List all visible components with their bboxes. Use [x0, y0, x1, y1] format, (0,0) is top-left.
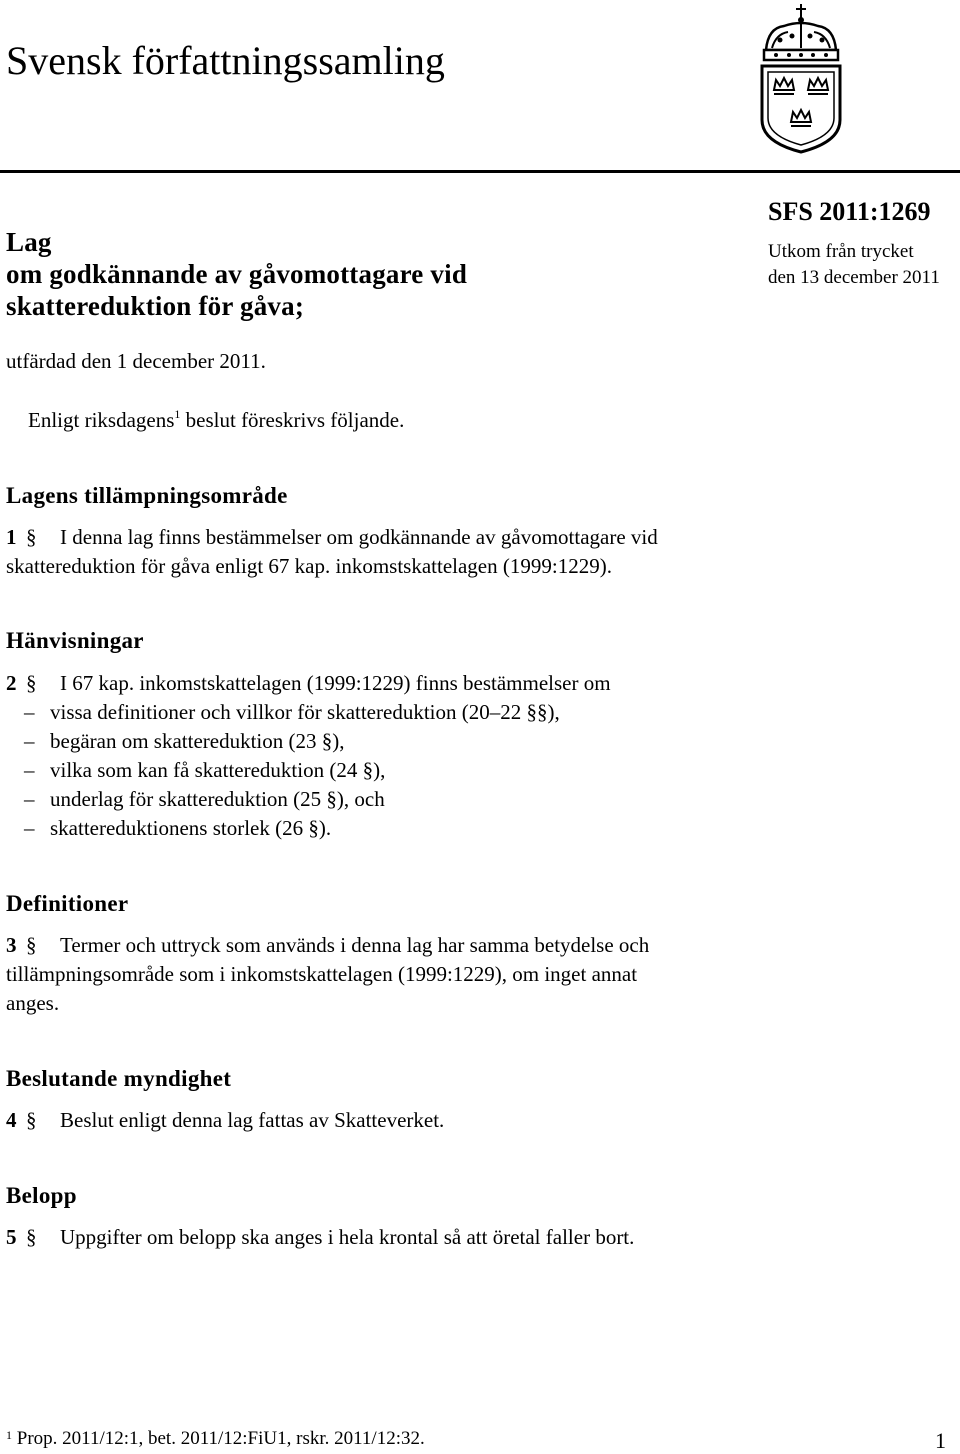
page-number: 1 [935, 1428, 946, 1453]
list-item [6, 756, 611, 785]
list-item-text: vilka som kan få skattereduktion (24 §), [50, 758, 386, 782]
list-item-text: skattereduktionens storlek (26 §). [50, 816, 332, 840]
section-heading: Lagens tillämpningsområde [6, 483, 288, 508]
law-title [6, 226, 467, 322]
issued-date: utfärdad den 1 december 2011. [6, 349, 266, 373]
swedish-coat-of-arms-icon [754, 2, 848, 154]
section-heading: Beslutande myndighet [6, 1066, 232, 1091]
list-item [6, 814, 611, 843]
list-item-text: underlag för skattereduktion (25 §), och [50, 787, 385, 811]
paragraph-number: 5 [6, 1225, 17, 1249]
section-heading: Definitioner [6, 891, 129, 916]
paragraph-text: Termer och uttryck som används i denna lag har samma betydelse och [60, 933, 650, 957]
list-item [6, 785, 611, 814]
section-symbol: § [26, 933, 37, 957]
paragraph-text: tillämpningsområde som i inkomstskattelagen (1999:1229), om inget annat [6, 962, 638, 986]
paragraph-4 [6, 1106, 444, 1135]
section-symbol: § [26, 671, 37, 695]
paragraph-text: I 67 kap. inkomstskattelagen (1999:1229) finns bestämmelser om [60, 671, 611, 695]
list-item-text: vissa definitioner och villkor för skattereduktion (20–22 §§), [50, 700, 560, 724]
dash-bullet: – [24, 816, 35, 840]
list-item-text: begäran om skattereduktion (23 §), [50, 729, 345, 753]
paragraph-text: skattereduktion för gåva enligt 67 kap. inkomstskattelagen (1999:1229). [6, 554, 612, 578]
dash-bullet: – [24, 729, 35, 753]
paragraph-text: Uppgifter om belopp ska anges i hela krontal så att öretal faller bort. [60, 1225, 635, 1249]
section-heading: Belopp [6, 1183, 77, 1208]
paragraph-number: 4 [6, 1108, 17, 1132]
preamble-text: Enligt riksdagens [28, 408, 175, 432]
paragraph-5 [6, 1223, 634, 1252]
footnote [6, 1427, 425, 1451]
publication-info [768, 239, 940, 291]
paragraph-text: I denna lag finns bestämmelser om godkännande av gåvomottagare vid [60, 525, 658, 549]
section-heading: Hänvisningar [6, 628, 144, 653]
collection-title: Svensk författningssamling [6, 38, 445, 83]
paragraph-2 [6, 669, 611, 843]
footnote-ref: 1 [174, 407, 181, 421]
preamble-text-end: beslut föreskrivs följande. [180, 408, 405, 432]
dash-bullet: – [24, 700, 35, 724]
published-line: Utkom från trycket [768, 241, 914, 262]
published-date: den 13 december 2011 [768, 267, 940, 288]
dash-bullet: – [24, 758, 35, 782]
preamble [28, 406, 404, 435]
law-title-line: skattereduktion för gåva; [6, 291, 305, 321]
sfs-number: SFS 2011:1269 [768, 197, 931, 226]
law-title-line: Lag [6, 227, 52, 257]
section-symbol: § [26, 525, 37, 549]
paragraph-text: anges. [6, 991, 60, 1015]
paragraph-1 [6, 523, 658, 581]
law-title-line: om godkännande av gåvomottagare vid [6, 259, 468, 289]
footnote-text: Prop. 2011/12:1, bet. 2011/12:FiU1, rskr. 2011/12:32. [12, 1428, 425, 1449]
dash-bullet: – [24, 787, 35, 811]
header-divider [0, 170, 960, 173]
paragraph-text: Beslut enligt denna lag fattas av Skatteverket. [60, 1108, 445, 1132]
section-symbol: § [26, 1108, 37, 1132]
paragraph-3 [6, 931, 649, 1018]
paragraph-number: 2 [6, 671, 17, 695]
paragraph-number: 3 [6, 933, 17, 957]
paragraph-number: 1 [6, 525, 17, 549]
footnote-mark: 1 [6, 1428, 12, 1442]
section-symbol: § [26, 1225, 37, 1249]
list-item [6, 698, 611, 727]
list-item [6, 727, 611, 756]
